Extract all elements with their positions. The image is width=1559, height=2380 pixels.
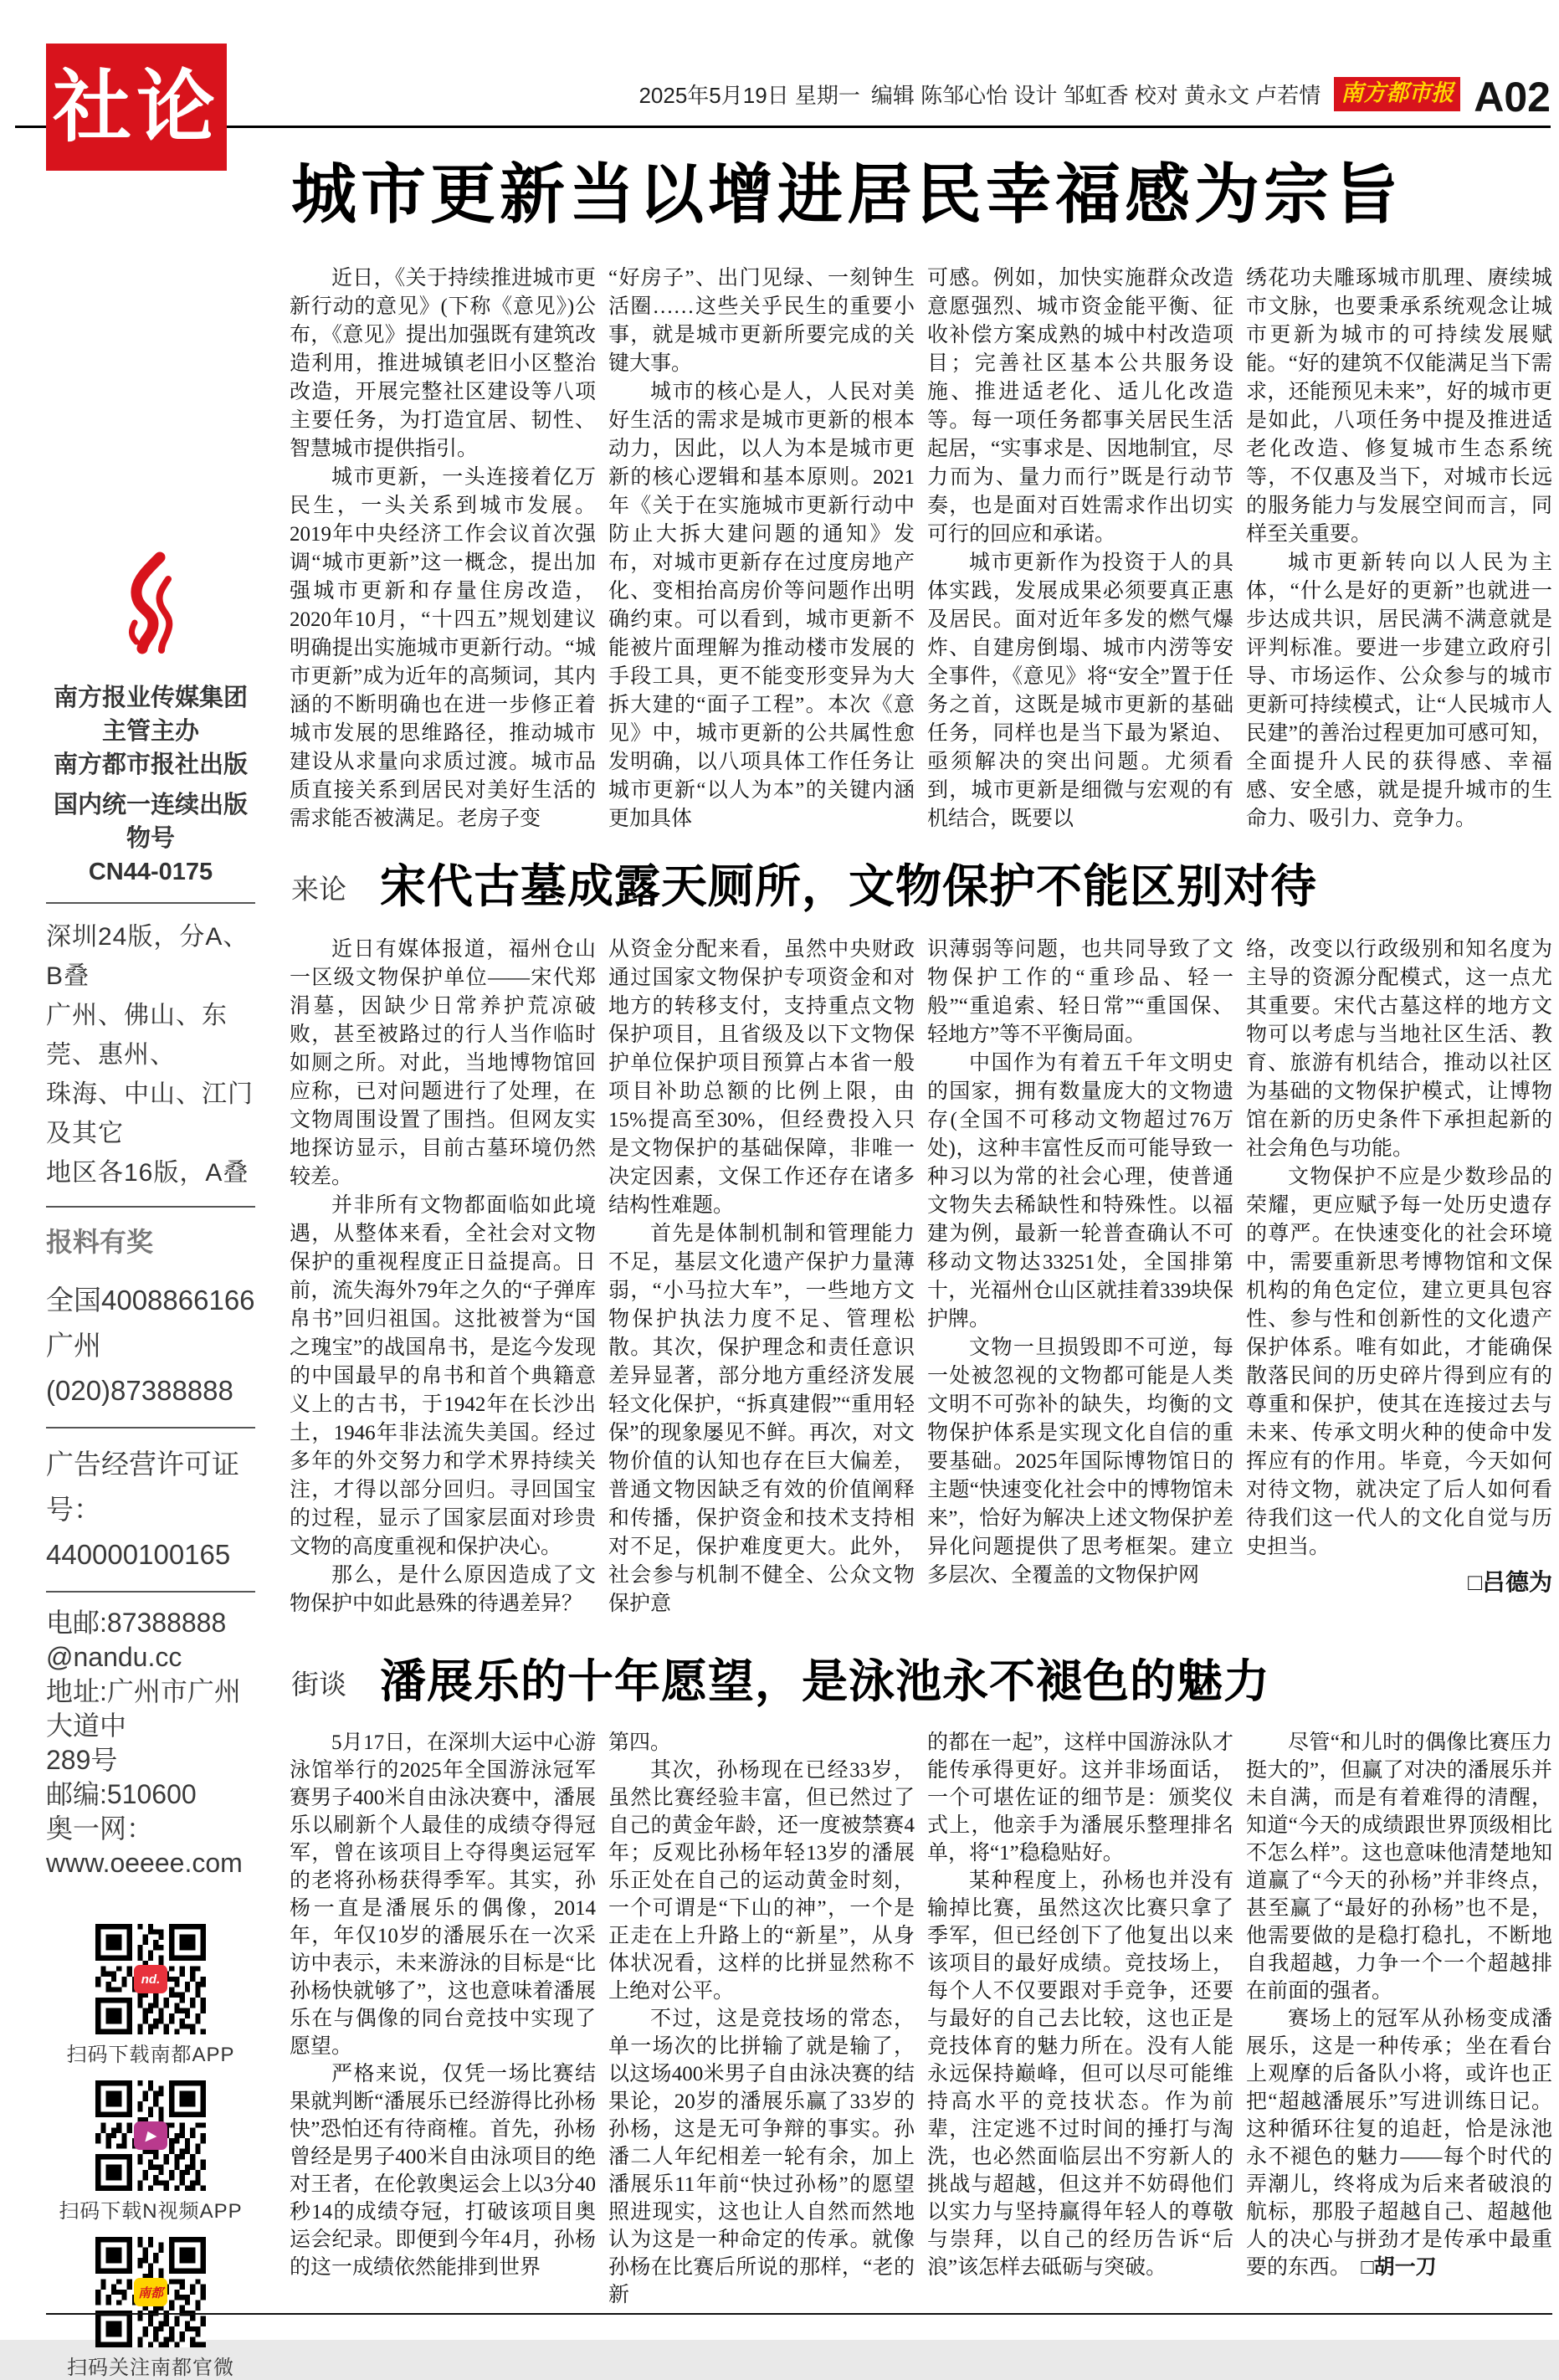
flame-logo-icon: [123, 552, 178, 659]
sidebar-divider: [46, 902, 255, 904]
brand-logo: 南方都市报: [1334, 77, 1460, 111]
paragraph: 首先是体制机制和管理能力不足，基层文化遗产保护力量薄弱，“小马拉大车”，一些地方文物保护执法力度不足、管理松散。其次，保护理念和责任意识差异显著，部分地方重经济发展轻文化保护，“拆真建假”“重用轻保”的现象屡见不鲜。再次，对文物价值的认知也存在巨大偏差，普通文物因缺乏有效的价值阐释和传播，保护资金和技术支持相对不足，保护难度更大。此外，社会参与机制不健全、公众文物保护意: [608, 1222, 915, 1615]
ad-license-line: 广告经营许可证号：: [46, 1449, 239, 1525]
article-column: [608, 264, 915, 834]
publisher-line: 主管主办: [101, 718, 199, 745]
paragraph: 文物一旦损毁即不可逆，每一处被忽视的文物都可能是人类文明不可弥补的缺失，均衡的文物保护体系是实现文化自信的重要基础。2025年国际博物馆日的主题“快速变化社会中的博物馆未来”，恰好为解决上述文物保护差异化问题提供了思考框架。建立多层次、全覆盖的文物保护网: [927, 1336, 1233, 1587]
jietan-label: 街谈: [291, 1668, 346, 1700]
article-column: [1246, 936, 1552, 1623]
qr-center-icon: ▶: [134, 2121, 167, 2150]
qr-block-nvideo-app: [46, 2080, 255, 2224]
paragraph: 5月17日，在深圳大运中心游泳馆举行的2025年全国游泳冠军赛男子400米自由泳决赛中，潘展乐以刷新个人最佳的成绩夺得冠军，曾在该项目上夺得奥运冠军的老将孙杨获得季军。其实，孙杨一直是潘展乐的偶像，2014年，年仅10岁的潘展乐在一次采访中表示，未来游泳的目标是“比孙杨快就够了”，这也意味着潘展乐在与偶像的同台竞技中实现了愿望。: [290, 1731, 596, 2058]
tipoff-phone: 广州(020)87388888: [46, 1330, 233, 1406]
editions-line: 地区各16版，A叠: [46, 1159, 249, 1187]
lailun-columns: [290, 936, 1552, 1623]
article-column: [1246, 1729, 1552, 2308]
qr-block-weibo: [46, 2237, 255, 2380]
paragraph: 尽管“和儿时的偶像比赛压力挺大的”，但赢了对决的潘展乐并未自满，而是有着难得的清醒，知道“今天的成绩跟世界顶级相比不怎么样”。这也意味他清楚地知道赢了“今天的孙杨”并非终点，甚至赢了“最好的孙杨”也不是，他需要做的是稳打稳扎，不断地自我超越，力争一个一个超越排在前面的强者。: [1246, 1731, 1552, 2003]
issn-line: 国内统一连续出版物号: [53, 792, 248, 852]
article-column: [290, 264, 596, 834]
page-number: A02: [1474, 73, 1551, 121]
author-signature: □胡一刀: [1351, 2254, 1437, 2279]
page-bottom-rule: [46, 2313, 1552, 2315]
editorial-headline: 城市更新当以增进居民幸福感为宗旨: [291, 157, 1403, 231]
lailun-header: [291, 859, 1552, 914]
staff-text: 编辑 陈邹心怡 设计 邹虹香 校对 黄永文 卢若情: [859, 83, 1321, 108]
paragraph: “好房子”、出门见绿、一刻钟生活圈……这些关乎民生的重要小事，就是城市更新所要完成的关键大事。: [608, 266, 915, 375]
qr-code-official-weibo: [95, 2237, 206, 2347]
article-lailun: [290, 859, 1552, 1623]
paragraph: 可感。例如，加快实施群众改造意愿强烈、城市资金能平衡、征收补偿方案成熟的城中村改造项目；完善社区基本公共服务设施、推进适老化、适儿化改造等。每一项任务都事关居民生活起居，“实事求是、因地制宜，尽力而为、量力而行”既是行动节奏，也是面对百姓需求作出切实可行的回应和承诺。: [927, 266, 1233, 546]
qr-caption: 扫码下载N视频APP: [59, 2200, 243, 2223]
paragraph: 从资金分配来看，虽然中央财政通过国家文物保护专项资金和对地方的转移支付，支持重点文物保护项目，且省级及以下文物保护单位保护项目预算占本省一般项目补助总额的比例上限，由15%提高至30%，但经费投入只是文物保护的基础保障，非唯一决定因素，文保工作还存在诸多结构性难题。: [608, 937, 915, 1217]
jietan-header: [291, 1654, 1552, 1709]
article-column: [608, 936, 915, 1623]
article-column: [1246, 264, 1552, 834]
masthead-meta: [638, 73, 1551, 121]
editions-line: 珠海、中山、江门及其它: [46, 1080, 254, 1147]
contact-line: 地址:广州市广州大道中: [46, 1676, 241, 1741]
editorial-columns: [290, 264, 1552, 834]
contact-block: [46, 1606, 255, 1880]
sidebar-divider: [46, 1591, 255, 1593]
sidebar-divider: [46, 1206, 255, 1208]
paragraph: 城市更新转向以人民为主体，“什么是好的更新”也就进一步达成共识，居民满不满意就是评判标准。要进一步建立政府引导、市场运作、公众参与的城市更新可持续模式，让“人民城市人民建”的善治过程更加可感可知，全面提升人民的获得感、幸福感、安全感，就是提升城市的生命力、吸引力、竞争力。: [1246, 551, 1552, 830]
contact-line: 奥一网：: [46, 1813, 154, 1844]
paragraph: 绣花功夫雕琢城市肌理、赓续城市文脉，也要秉承系统观念让城市更新为城市的可持续发展赋能。“好的建筑不仅能满足当下需求，还能预见未来”，好的城市更是如此，八项任务中提及推进适老化改造、修复城市生态系统等，不仅惠及当下，对城市长远的服务能力与发展空间而言，同样至关重要。: [1246, 266, 1552, 546]
paragraph: 城市更新作为投资于人的具体实践，发展成果必须要真正惠及居民。面对近年多发的燃气爆炸、自建房倒塌、城市内涝等安全事件，《意见》将“安全”置于任务之首，这既是城市更新的基础任务，同样也是当下最为紧迫、亟须解决的突出问题。尤须看到，城市更新是细微与宏观的有机结合，既要以: [927, 551, 1233, 830]
section-badge: [46, 44, 227, 171]
paragraph: 识薄弱等问题，也共同导致了文物保护工作的“重珍品、轻一般”“重追索、轻日常”“重国保、轻地方”等不平衡局面。: [927, 937, 1233, 1046]
sidebar-divider: [46, 1427, 255, 1429]
tipoff-phone: 全国4008866166: [46, 1285, 255, 1316]
publisher-line: 南方报业传媒集团: [53, 685, 248, 711]
paragraph: 其次，孙杨现在已经33岁，虽然比赛经验丰富，但已然过了自己的黄金年龄，还一度被禁赛4年；反观比孙杨年轻13岁的潘展乐正处在自己的运动黄金时刻，一个可谓是“下山的神”，一个是正走在上升路上的“新星”，从身体状况看，这样的比拼显然称不上绝对公平。: [608, 1758, 915, 2003]
ad-license-block: [46, 1442, 255, 1577]
editions-block: [46, 917, 255, 1193]
publisher-block: [46, 681, 255, 782]
paragraph: 中国作为有着五千年文明史的国家，拥有数量庞大的文物遗存(全国不可移动文物超过76万处)，这种丰富性反而可能导致一种习以为常的社会心理，使普通文物失去稀缺性和特殊性。以福建为例，最新一轮普查确认不可移动文物达33251处，全国排第十，光福州仓山区就挂着339块保护牌。: [927, 1051, 1233, 1331]
qr-center-icon: nd.: [134, 1965, 167, 1993]
section-badge-label: 社论: [52, 63, 220, 151]
paragraph: 严格来说，仅凭一场比赛结果就判断“潘展乐已经游得比孙杨快”恐怕还有待商榷。首先，孙杨曾经是男子400米自由泳项目的绝对王者，在伦敦奥运会上以3分40秒14的成绩夺冠，打破该项目奥运会纪录。即便到今年4月，孙杨的这一成绩依然能排到世界: [290, 2062, 596, 2279]
qr-caption: 扫码下载南都APP: [66, 2044, 235, 2066]
article-jietan: [290, 1654, 1552, 2308]
article-column: [927, 1729, 1233, 2308]
ad-license-line: 440000100165: [46, 1539, 231, 1570]
qr-block-nandu-app: [46, 1924, 255, 2067]
paragraph: 赛场上的冠军从孙杨变成潘展乐，这是一种传承；坐在看台上观摩的后备队小将，或许也正把“超越潘展乐”写进训练日记。这种循环往复的追赶，恰是泳池永不褪色的魅力——每个时代的弄潮儿，终将成为后来者破浪的航标，那股子超越自己、超越他人的决心与拼劲才是传承中最重要的东西。 □胡一刀: [1246, 2007, 1552, 2279]
article-column: [608, 1729, 915, 2308]
contact-line: 邮编:510600: [46, 1779, 197, 1809]
paragraph: 近日有媒体报道，福州仓山一区级文物保护单位——宋代郑涓墓，因缺少日常养护荒凉破败，甚至被路过的行人当作临时如厕之所。对此，当地博物馆回应称，已对问题进行了处理，在文物周围设置了围挡。但网友实地探访显示，目前古墓环境仍然较差。: [290, 937, 596, 1188]
info-sidebar: [46, 134, 255, 2379]
qr-caption: 扫码关注南都官微: [67, 2357, 234, 2379]
date-text: 2025年5月19日 星期一: [638, 83, 860, 108]
contact-line: 289号: [46, 1745, 118, 1775]
editions-line: 深圳24版，分A、B叠: [46, 923, 249, 990]
article-column: [927, 264, 1233, 834]
publisher-line: 南方都市报社出版: [53, 751, 248, 778]
lailun-headline: 宋代古墓成露天厕所，文物保护不能区别对待: [380, 859, 1318, 912]
article-editorial: [290, 157, 1552, 834]
paragraph: 的都在一起”，这样中国游泳队才能传承得更好。这并非场面话，一个可堪佐证的细节是：颁奖仪式上，他亲手为潘展乐整理排名单，将“1”稳稳贴好。: [927, 1731, 1233, 1865]
qr-code-nandu-app: [95, 1924, 206, 2034]
paragraph: 近日，《关于持续推进城市更新行动的意见》(下称《意见》)公布，《意见》提出加强既有建筑改造利用，推进城镇老旧小区整治改造，开展完整社区建设等八项主要任务，为打造宜居、韧性、智慧城市提供指引。: [290, 266, 596, 460]
issn-line: CN44-0175: [88, 859, 213, 885]
qr-code-nvideo-app: [95, 2080, 206, 2191]
paragraph: 络，改变以行政级别和知名度为主导的资源分配模式，这一点尤其重要。宋代古墓这样的地方文物可以考虑与当地社区生活、教育、旅游有机结合，推动以社区为基础的文物保护模式，让博物馆在新的历史条件下承担起新的社会角色与功能。: [1246, 937, 1552, 1160]
article-column: [290, 1729, 596, 2308]
jietan-headline: 潘展乐的十年愿望，是泳池永不褪色的魅力: [380, 1654, 1271, 1707]
paragraph: 城市的核心是人，人民对美好生活的需求是城市更新的根本动力，因此，以人为本是城市更新的核心逻辑和基本原则。2021年《关于在实施城市更新行动中防止大拆大建问题的通知》发布，对城市更新存在过度房地产化、变相抬高房价等问题作出明确约束。可以看到，城市更新不能被片面理解为推动楼市发展的手段工具，更不能变形变异为大拆大建的“面子工程”。本次《意见》中，城市更新的公共属性愈发明确，以八项具体工作任务让城市更新“以人为本”的关键内涵更加具体: [608, 380, 915, 830]
date-staff-line: [638, 79, 1321, 115]
issn-block: [46, 788, 255, 889]
paragraph: 那么，是什么原因造成了文物保护中如此悬殊的待遇差异？: [290, 1563, 596, 1615]
article-column: [927, 936, 1233, 1623]
contact-line: @nandu.cc: [46, 1642, 182, 1672]
lailun-label: 来论: [291, 873, 346, 905]
paragraph: 文物保护不应是少数珍品的荣耀，更应赋予每一处历史遗存的尊严。在快速变化的社会环境中，需要重新思考博物馆和文保机构的角色定位，建立更具包容性、参与性和创新性的文化遗产保护体系。唯有如此，才能确保散落民间的历史碎片得到应有的尊重和保护，使其在连接过去与未来、传承文明火种的使命中发挥应有的作用。毕竟，今天如何对待文物，就决定了后人如何看待我们这一代人的文化自觉与历史担当。: [1246, 1165, 1552, 1558]
contact-line: 电邮:87388888: [46, 1608, 227, 1638]
main-content: [290, 0, 1552, 2308]
paragraph: 某种程度上，孙杨也并没有输掉比赛，虽然这次比赛只拿了季军，但已经创下了他复出以来该项目的最好成绩。竞技场上，每个人不仅要跟对手竞争，还要与最好的自己去比较，这也正是竞技体育的魅力所在。没有人能永远保持巅峰，但可以尽可能维持高水平的竞技状态。作为前辈，注定逃不过时间的捶打与淘洗，也必然面临层出不穷新人的挑战与超越，但这并不妨碍他们以实力与坚持赢得年轻人的尊敬与崇拜，以自己的经历告诉“后浪”该怎样去砥砺与突破。: [927, 1869, 1233, 2279]
jietan-columns: [290, 1729, 1552, 2308]
paragraph: 不过，这是竞技场的常态，单一场次的比拼输了就是输了，以这场400米男子自由泳决赛的结果论，20岁的潘展乐赢了33岁的孙杨，这是无可争辩的事实。孙潘二人年纪相差一轮有余，加上潘展乐11年前“快过孙杨”的愿望照进现实，这也让人自然而然地认为这是一种命定的传承。就像孙杨在比赛后所说的那样，“老的新: [608, 2007, 915, 2306]
qr-section: [46, 1924, 255, 2380]
tipoff-title: 报料有奖: [46, 1227, 154, 1257]
paragraph: 第四。: [608, 1731, 672, 1754]
paragraph: 并非所有文物都面临如此境遇，从整体来看，全社会对文物保护的重视程度正日益提高。日前，流失海外79年之久的“子弹库帛书”回归祖国。这批被誉为“国之瑰宝”的战国帛书，是迄今发现的中国最早的帛书和首个典籍意义上的古书，于1942年在长沙出土，1946年非法流失美国。经过多年的外交努力和学术界持续关注，才得以部分回归。寻回国宝的过程，显示了国家层面对珍贵文物的高度重视和保护决心。: [290, 1193, 596, 1558]
article-column: [290, 936, 596, 1623]
editions-line: 广州、佛山、东莞、惠州、: [46, 1002, 228, 1069]
contact-line: www.oeeee.com: [46, 1848, 243, 1878]
qr-center-icon: 南都: [134, 2278, 167, 2306]
author-signature: □吕德为: [1468, 1568, 1552, 1595]
tipoff-phones: [46, 1278, 255, 1413]
paragraph: 城市更新，一头连接着亿万民生，一头关系到城市发展。2019年中央经济工作会议首次强调“城市更新”这一概念，提出加强城市更新和存量住房改造，2020年10月，“十四五”规划建议明确提出实施城市更新行动。“城市更新”成为近年的高频词，其内涵的不断明确也在进一步修正着城市发展的思维路径，推动城市建设从求量向求质过渡。城市品质直接关系到居民对美好生活的需求能否被满足。老房子变: [290, 465, 596, 830]
